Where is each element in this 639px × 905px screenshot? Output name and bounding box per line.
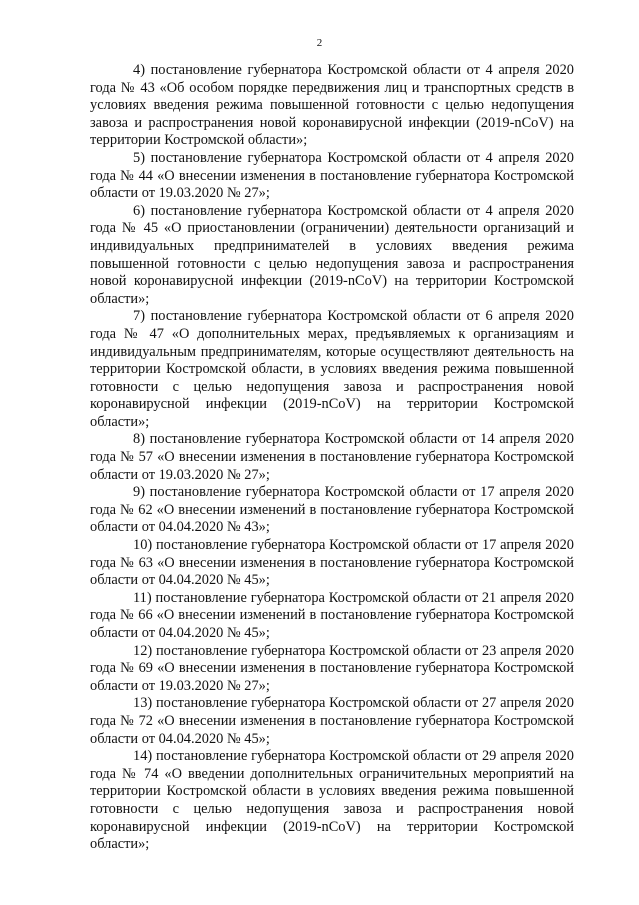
list-item-11: 11) постановление губернатора Костромской области от 21 апреля 2020 года № 66 «О внесении изменений в постановление губернатора Костромской области от 04.04.2020 № 45»; bbox=[90, 589, 574, 641]
list-item-13: 13) постановление губернатора Костромской области от 27 апреля 2020 года № 72 «О внесении изменения в постановление губернатора Костромской области от 04.04.2020 № 45»; bbox=[90, 695, 574, 747]
list-item-12: 12) постановление губернатора Костромской области от 23 апреля 2020 года № 69 «О внесении изменения в постановление губернатора Костромской области от 19.03.2020 № 27»; bbox=[90, 642, 574, 694]
list-item-5: 5) постановление губернатора Костромской области от 4 апреля 2020 года № 44 «О внесении изменения в постановление губернатора Костромской области от 19.03.2020 № 27»; bbox=[90, 149, 574, 202]
list-item-10: 10) постановление губернатора Костромской области от 17 апреля 2020 года № 63 «О внесении изменения в постановление губернатора Костромской области от 04.04.2020 № 45»; bbox=[90, 537, 574, 589]
list-item-9: 9) постановление губернатора Костромской области от 17 апреля 2020 года № 62 «О внесении изменений в постановление губернатора Костромской области от 04.04.2020 № 43»; bbox=[90, 484, 574, 536]
page-number: 2 bbox=[316, 37, 323, 49]
list-item-6: 6) постановление губернатора Костромской области от 4 апреля 2020 года № 45 «О приостановлении (ограничении) деятельности организаций и индивидуальных предпринимателей в условиях введения режима повышенной готовности с целью недопущения завоза и распространения новой коронавирусной инфекции (2019-nCoV) на территории Костромской области»; bbox=[90, 202, 574, 307]
list-item-7: 7) постановление губернатора Костромской области от 6 апреля 2020 года № 47 «О дополнительных мерах, предъявляемых к организациям и индивидуальным предпринимателям, которые осуществляют деятельность на территории Костромской области, в условиях введения режима повышенной готовности с целью недопущения завоза и распространения новой коронавирусной инфекции (2019-nCoV) на территории Костромской области»; bbox=[90, 308, 574, 430]
list-item-14: 14) постановление губернатора Костромской области от 29 апреля 2020 года № 74 «О введении дополнительных ограничительных мероприятий на территории Костромской области в условиях введения режима повышенной готовности с целью недопущения завоза и распространения новой коронавирусной инфекции (2019-nCoV) на территории Костромской области»; bbox=[90, 748, 574, 853]
list-item-4: 4) постановление губернатора Костромской области от 4 апреля 2020 года № 43 «Об особом порядке передвижения лиц и транспортных средств в условиях введения режима повышенной готовности с целью недопущения завоза и распространения новой коронавирусной инфекции (2019-nCoV) на территории Костромской области»; bbox=[90, 62, 574, 149]
list-item-8: 8) постановление губернатора Костромской области от 14 апреля 2020 года № 57 «О внесении изменения в постановление губернатора Костромской области от 19.03.2020 № 27»; bbox=[90, 431, 574, 483]
document-body bbox=[90, 62, 574, 854]
